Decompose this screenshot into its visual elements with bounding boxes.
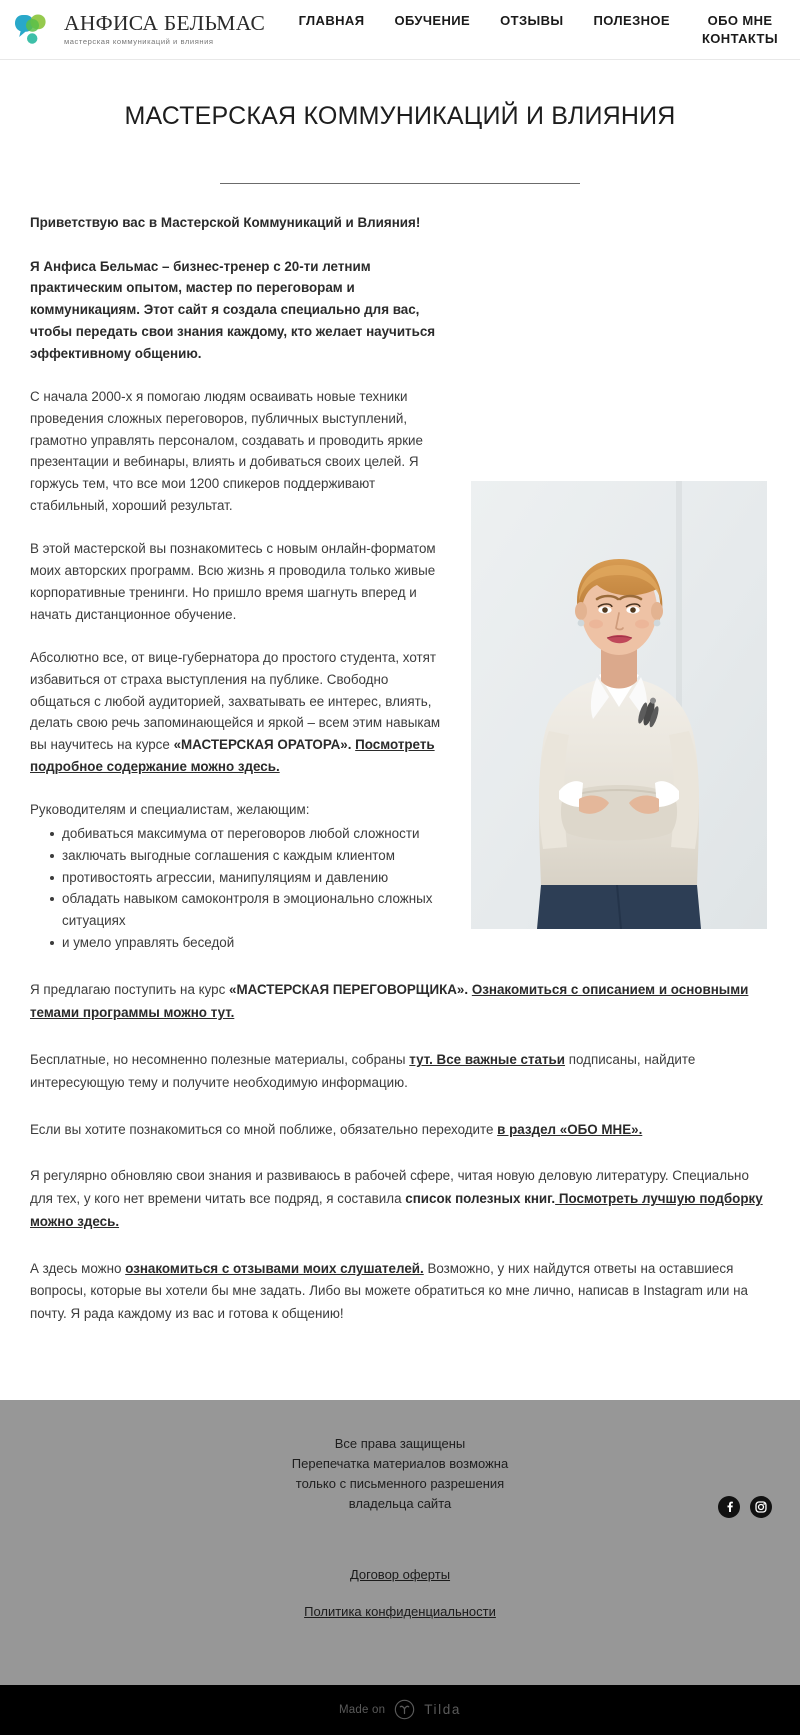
offer-books — [30, 1165, 770, 1233]
course-orator-name: «МАСТЕРСКАЯ ОРАТОРА». — [173, 737, 352, 753]
tilda-logo-icon — [394, 1699, 415, 1720]
link-orator-details[interactable]: Посмотреть подробное содержание можно здесь. — [30, 737, 435, 774]
tilda-brand-label: Tilda — [424, 1702, 461, 1718]
page-title: МАСТЕРСКАЯ КОММУНИКАЦИЙ И ВЛИЯНИЯ — [124, 102, 676, 130]
reviews-prefix-text: А здесь можно — [30, 1260, 126, 1276]
free-prefix-text: Бесплатные, но несомненно полезные материалы, собраны — [30, 1051, 410, 1067]
speech-bubbles-logo-icon — [14, 13, 56, 47]
nav-item-obuchenie[interactable]: ОБУЧЕНИЕ — [394, 12, 471, 28]
nav-item-poleznoe[interactable]: ПОЛЕЗНОЕ — [593, 12, 670, 28]
footer-copy-line-4: владельца сайта — [348, 1496, 452, 1512]
books-list-bold: список полезных книг. — [405, 1191, 556, 1207]
offer-negotiator — [30, 979, 770, 1025]
intro-para-2000s: С начала 2000-х я помогаю людям осваивать новые техники проведения сложных переговоров, публичных выступлений, грамотно управлять персоналом, создавать и проводить яркие презентации и вебинары, влиять и добиваться своих целей. Я горжусь тем, что все мои 1200 спикеров поддерживают стабильный, хороший результат. — [30, 389, 423, 513]
list-item: и умело управлять беседой — [50, 932, 450, 954]
footer-link-offer-agreement[interactable]: Договор оферты — [349, 1566, 451, 1582]
nav-item-otzyvy[interactable]: ОТЗЫВЫ — [500, 12, 564, 28]
books-prefix-text: Я регулярно обновляю свои знания и развиваюсь в рабочей сфере, читая новую деловую литературу. Специально для тех, у кого нет времени читать все подряд, я составила — [30, 1168, 749, 1207]
offer-reviews — [30, 1258, 770, 1326]
audience-list — [30, 823, 450, 953]
audience-lead: Руководителям и специалистам, желающим: — [30, 802, 310, 818]
site-header — [0, 0, 800, 60]
intro-about-bold: Я Анфиса Бельмас – бизнес-тренер с 20-ти летним практическим опытом, мастер по переговорам и коммуникациям. Этот сайт я создала специально для вас, чтобы передать свои знания каждому, кто желает научиться эффективному общению. — [30, 258, 436, 361]
footer-copy-line-2: Перепечатка материалов возможна — [291, 1456, 509, 1472]
about-prefix-text: Если вы хотите познакомиться со мной поближе, обязательно переходите — [30, 1121, 498, 1137]
nav-item-glavnaya[interactable]: ГЛАВНАЯ — [298, 12, 365, 28]
intro-greeting: Приветствую вас в Мастерской Коммуникаций и Влияния! — [30, 215, 421, 230]
link-free-articles[interactable]: тут. Все важные статьи — [409, 1051, 566, 1067]
intro-para-workshop: В этой мастерской вы познакомитесь с новым онлайн-форматом моих авторских программ. Всю жизнь я проводила только живые корпоративные тренинги. Но пришло время шагнуть вперед и начать дистанционное обучение. — [30, 541, 436, 622]
instagram-icon[interactable] — [750, 1496, 772, 1518]
social-links — [718, 1496, 772, 1518]
list-item: противостоять агрессии, манипуляциям и давлению — [50, 867, 450, 889]
free-suffix-text: подписаны, найдите интересующую тему и получите необходимую информацию. — [30, 1051, 696, 1090]
link-negotiator-program[interactable]: Ознакомиться с описанием и основными темами программы можно тут. — [30, 982, 749, 1021]
link-about-section[interactable]: в раздел «ОБО МНЕ». — [497, 1121, 643, 1137]
brand-tagline: мастерская коммуникаций и влияния — [64, 36, 214, 46]
link-reviews[interactable]: ознакомиться с отзывами моих слушателей. — [125, 1260, 424, 1276]
tilda-made-on-label: Made on — [339, 1703, 386, 1716]
main-navigation — [299, 12, 786, 47]
page-title-block — [0, 60, 800, 184]
list-item: добиваться максимума от переговоров любой сложности — [50, 823, 450, 845]
nav-item-obo-mne-kontakty[interactable]: ОБО МНЕ КОНТАКТЫ — [701, 12, 779, 46]
footer-links — [0, 1567, 800, 1619]
offer-about-me — [30, 1119, 770, 1142]
brand-name: АНФИСА БЕЛЬМАС — [64, 11, 266, 36]
brand-logo[interactable] — [14, 13, 265, 47]
list-item: заключать выгодные соглашения с каждым клиентом — [50, 845, 450, 867]
orator-prefix-text: Абсолютно все, от вице-губернатора до простого студента, хотят избавиться от страха выступления на публике. Свободно общаться с любой аудиторией, захватывать ее интерес, влиять, делать свою речь запоминающейся и яркой – всем этим навыкам вы научитесь на курсе — [30, 650, 441, 753]
footer-copyright — [0, 1434, 800, 1515]
reviews-suffix-text: Возможно, у них найдутся ответы на оставшиеся вопросы, которые вы хотели бы мне задать. Либо вы можете обратиться ко мне лично, написав в Instagram или на почту. Я рада каждому из вас и готова к общению! — [30, 1260, 748, 1322]
link-books-selection[interactable]: Посмотреть лучшую подборку можно здесь. — [30, 1191, 763, 1229]
content-bottom-spacer — [30, 1350, 770, 1400]
site-footer — [0, 1400, 800, 1685]
offer-free-materials — [30, 1049, 770, 1095]
footer-copy-line-1: Все права защищены — [334, 1435, 466, 1451]
main-content — [0, 184, 800, 1400]
course-negotiator-name: «МАСТЕРСКАЯ ПЕРЕГОВОРЩИКА». — [229, 982, 469, 998]
list-item: обладать навыком самоконтроля в эмоционально сложных ситуациях — [50, 888, 450, 931]
footer-link-privacy-policy[interactable]: Политика конфиденциальности — [304, 1603, 496, 1619]
offers-section — [30, 973, 770, 1326]
facebook-icon[interactable] — [718, 1496, 740, 1518]
intro-section — [30, 184, 450, 953]
tilda-badge-bar[interactable] — [0, 1685, 800, 1735]
footer-inner — [0, 1434, 800, 1619]
footer-copy-line-3: только с письменного разрешения — [295, 1476, 505, 1492]
negotiator-prefix-text: Я предлагаю поступить на курс — [30, 982, 230, 998]
intro-para-orator — [30, 647, 450, 777]
portrait-photo — [471, 481, 767, 929]
